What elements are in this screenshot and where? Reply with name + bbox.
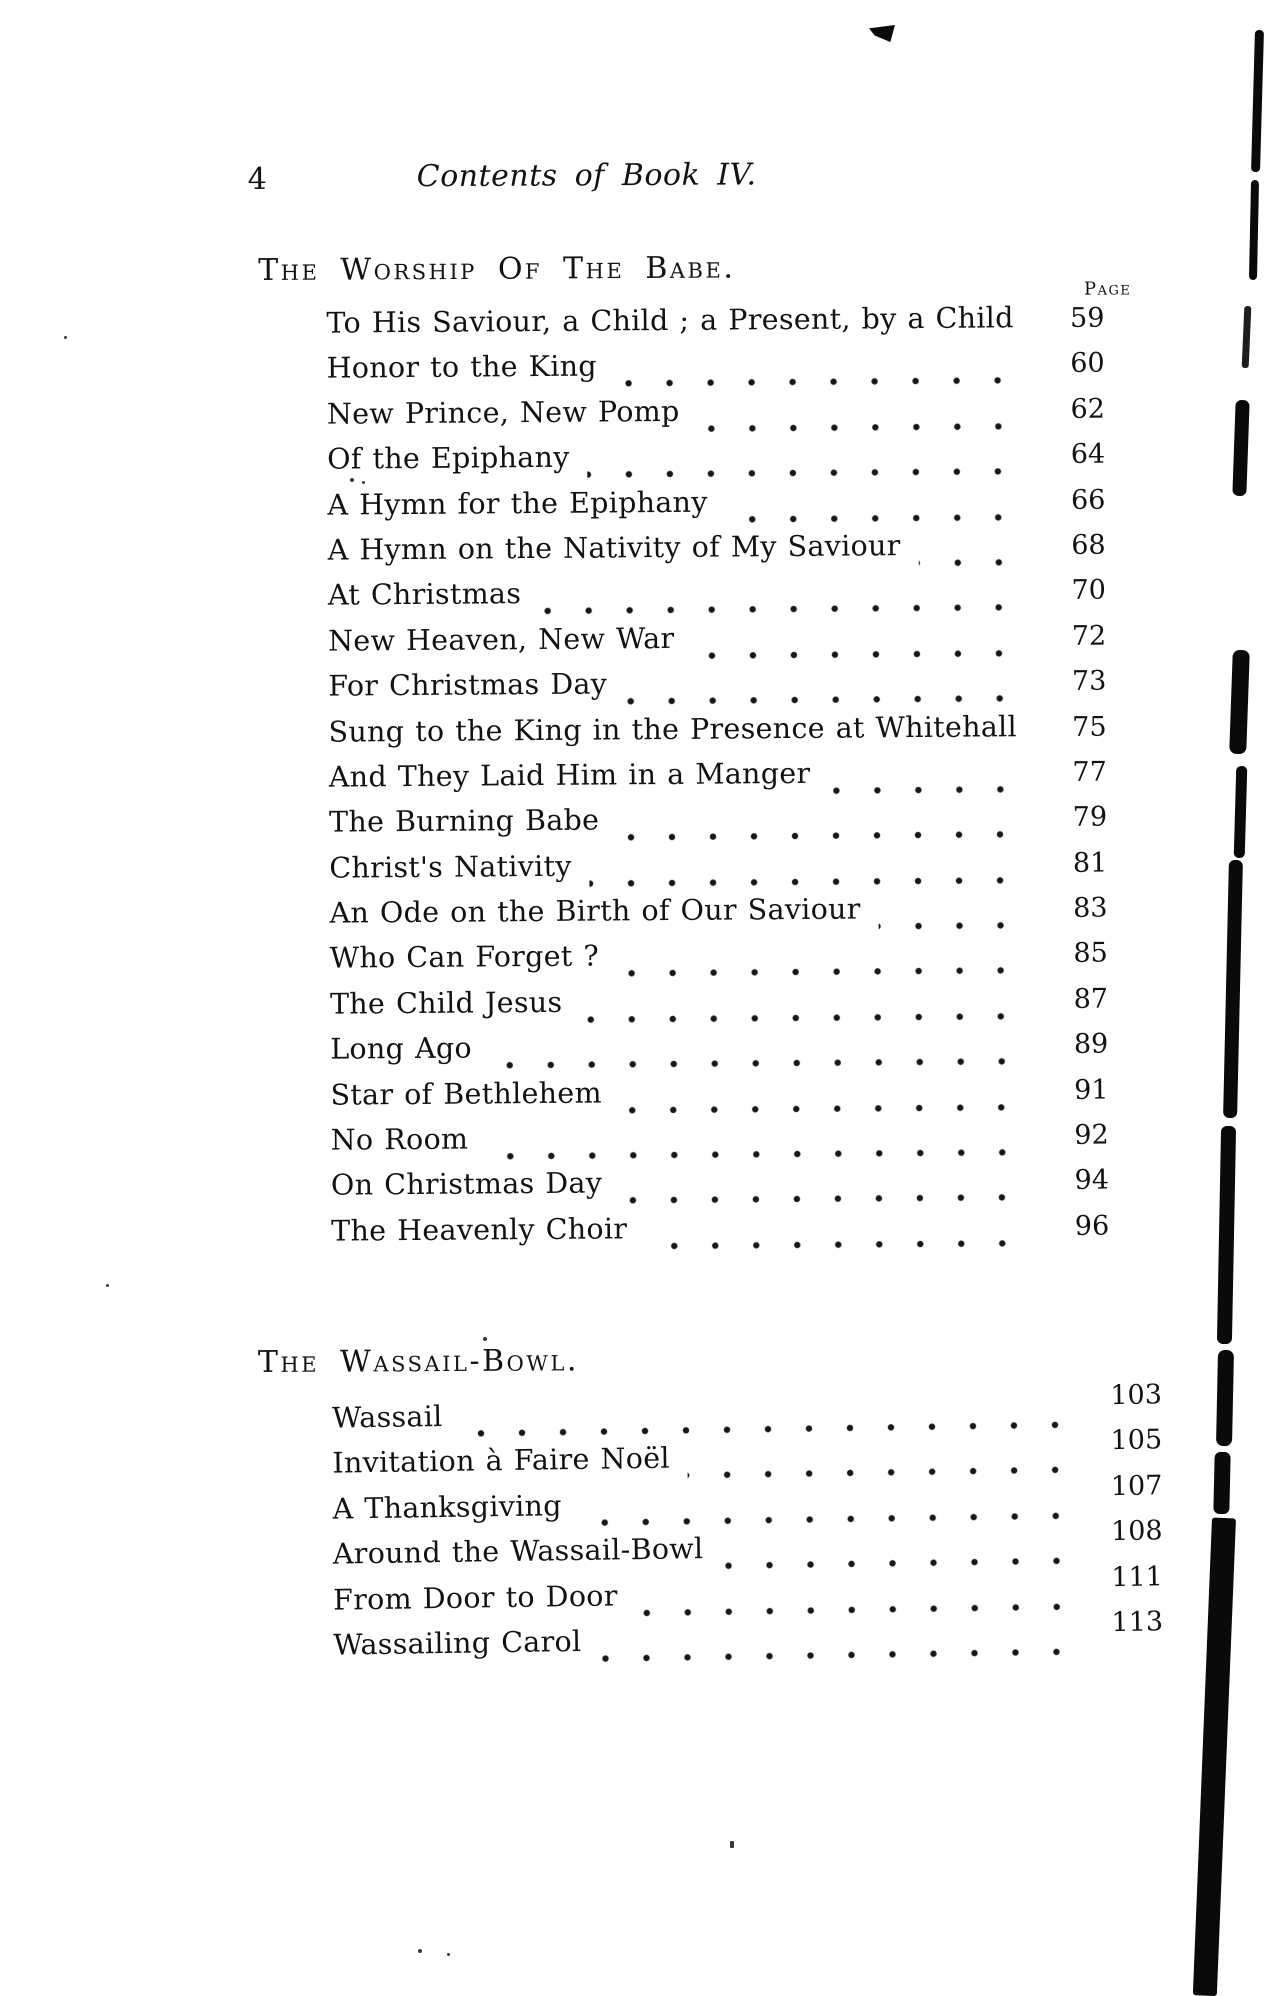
toc-entry-title: Star of Bethlehem [330, 1076, 602, 1112]
toc-entry-page-number: 87 [1073, 983, 1109, 1015]
page-column-label: Page [1083, 278, 1132, 300]
toc-entry-title: A Hymn for the Epiphany [327, 485, 708, 522]
scan-speck [447, 1953, 450, 1956]
toc-entry-title: To His Saviour, a Child ; a Present, by a Child [326, 301, 1014, 340]
toc-entry [329, 800, 1107, 851]
toc-entry-page-number: 92 [1074, 1119, 1109, 1151]
folio-page-number: 4 [247, 161, 267, 198]
dot-leader [722, 1557, 1094, 1571]
toc-entry-page-number: 111 [1111, 1560, 1164, 1593]
dot-leader [539, 604, 1036, 616]
scan-speck [350, 478, 354, 482]
scan-speck [106, 1284, 109, 1287]
toc-entry [328, 618, 1106, 669]
toc-list [2, 1379, 1287, 1672]
dot-leader [580, 1512, 1093, 1528]
dot-leader [490, 1058, 1038, 1070]
toc-entry-page-number: 96 [1074, 1210, 1110, 1242]
toc-entry [330, 936, 1108, 987]
dot-leader [1032, 331, 1035, 339]
toc-entry [326, 301, 1104, 352]
toc-entry [329, 845, 1107, 896]
toc-entry-page-number: 60 [1070, 347, 1105, 380]
toc-entry-title: Wassail [331, 1399, 443, 1435]
toc-entry-title: On Christmas Day [330, 1166, 603, 1203]
dot-leader [688, 1466, 1093, 1480]
toc-entry-page-number: 59 [1069, 302, 1105, 334]
toc-entry-title: Around the Wassail-Bowl [332, 1532, 704, 1571]
toc-entry-page-number: 108 [1110, 1515, 1163, 1548]
toc-entry-page-number: 77 [1072, 756, 1107, 788]
toc-entry-page-number: 62 [1070, 393, 1106, 425]
dot-leader [588, 468, 1036, 480]
dot-leader [636, 1602, 1094, 1617]
dot-leader [698, 422, 1035, 433]
binding-streak-segment [1229, 650, 1250, 755]
running-title: Contents of Book IV. [416, 157, 757, 195]
toc-entry-title: The Heavenly Choir [331, 1212, 628, 1248]
toc-entry [330, 981, 1108, 1032]
section-heading: The Worship Of The Babe. [258, 250, 736, 289]
binding-streak-segment [1213, 1452, 1230, 1514]
toc-entry [328, 664, 1106, 715]
dot-leader [1035, 740, 1037, 748]
scan-speck [64, 336, 67, 339]
toc-entry [331, 1118, 1109, 1169]
toc-entry [328, 528, 1106, 579]
toc-entry [331, 1208, 1109, 1259]
toc-entry-title: Wassailing Carol [333, 1624, 582, 1662]
toc-entry-page-number: 83 [1073, 892, 1108, 924]
toc-entry [327, 346, 1105, 397]
scan-speck [730, 1841, 734, 1848]
dot-leader [600, 1648, 1094, 1663]
section-heading-row [0, 249, 1283, 300]
binding-streak-segment [1216, 1350, 1234, 1446]
toc-entry-title: A Hymn on the Nativity of My Saviour [327, 529, 901, 567]
toc-entry-page-number: 105 [1110, 1424, 1163, 1457]
toc-entry-page-number: 75 [1072, 711, 1107, 743]
toc-entry [330, 1027, 1108, 1078]
dot-leader [581, 1012, 1039, 1024]
toc-entry-page-number: 107 [1110, 1470, 1163, 1502]
dot-leader [617, 831, 1037, 842]
toc-entry-title: At Christmas [327, 577, 522, 613]
toc-entry-page-number: 89 [1073, 1028, 1109, 1061]
toc-entry-page-number: 113 [1111, 1606, 1164, 1639]
section-heading: The Wassail-Bowl. [257, 1343, 579, 1381]
dot-leader [590, 876, 1038, 888]
dot-leader [726, 513, 1036, 523]
dot-leader [615, 377, 1035, 388]
dot-leader [625, 695, 1036, 706]
dot-leader [645, 1239, 1039, 1250]
toc-entry-page-number: 70 [1071, 574, 1106, 607]
toc-entry-title: A Thanksgiving [332, 1489, 562, 1526]
toc-entry [329, 891, 1107, 942]
toc-entry-page-number: 91 [1073, 1074, 1109, 1106]
toc-entry-page-number: 73 [1071, 665, 1107, 697]
scan-speck [418, 1949, 422, 1953]
toc-entry-title: The Burning Babe [328, 803, 600, 839]
dot-leader [486, 1149, 1038, 1161]
toc-entry-page-number: 66 [1070, 484, 1106, 516]
dot-leader [828, 785, 1036, 795]
toc-entry-page-number: 103 [1110, 1379, 1163, 1412]
toc-entry-title: Honor to the King [326, 349, 598, 386]
toc-entry-title: Sung to the King in the Presence at Whitehall [328, 709, 1018, 749]
toc-entry [328, 709, 1106, 760]
toc-entry-page-number: 79 [1072, 801, 1108, 834]
toc-entry-page-number: 85 [1073, 938, 1108, 970]
toc-entry-title: An Ode on the Birth of Our Saviour [329, 892, 861, 930]
dot-leader [620, 1103, 1039, 1114]
toc-entry-title: Of the Epiphany [327, 440, 570, 476]
toc-entry [327, 391, 1105, 442]
toc-entry [327, 437, 1105, 488]
toc-entry-title: New Prince, New Pomp [326, 394, 680, 431]
scan-speck [483, 1337, 487, 1341]
toc-section [2, 1341, 1287, 1672]
toc-entry [330, 1072, 1108, 1123]
dot-leader [693, 649, 1037, 660]
toc-section [0, 249, 1287, 1261]
toc-entry-page-number: 81 [1072, 847, 1108, 879]
toc-entry-title: Christ's Nativity [329, 849, 572, 885]
toc-entry [331, 1163, 1109, 1214]
scan-speck [362, 481, 365, 484]
toc-entry-title: And They Laid Him in a Manger [328, 756, 811, 794]
toc-entry-page-number: 68 [1071, 529, 1106, 561]
dot-leader [461, 1421, 1093, 1438]
dot-leader [879, 922, 1038, 931]
toc-entry-page-number: 64 [1070, 438, 1106, 470]
dot-leader [617, 967, 1038, 978]
section-heading-row [2, 1341, 1287, 1382]
toc-entry-title: Invitation à Faire Noël [332, 1442, 671, 1481]
toc-entry-page-number: 94 [1074, 1164, 1110, 1197]
toc-entry-title: From Door to Door [332, 1578, 618, 1617]
toc-entry [328, 573, 1106, 624]
toc-entry-title: No Room [330, 1122, 469, 1157]
toc-entry [329, 754, 1107, 805]
toc-list [0, 301, 1287, 1261]
toc-entry-page-number: 72 [1071, 620, 1107, 652]
dot-leader [620, 1194, 1039, 1205]
toc-entry-title: For Christmas Day [328, 667, 608, 703]
toc-entry [327, 482, 1105, 533]
toc-entry-title: New Heaven, New War [327, 621, 675, 658]
toc-entry-title: The Child Jesus [329, 985, 563, 1021]
dot-leader [919, 558, 1036, 567]
toc-entry-title: Who Can Forget ? [329, 940, 600, 976]
toc-entry-title: Long Ago [330, 1031, 473, 1066]
